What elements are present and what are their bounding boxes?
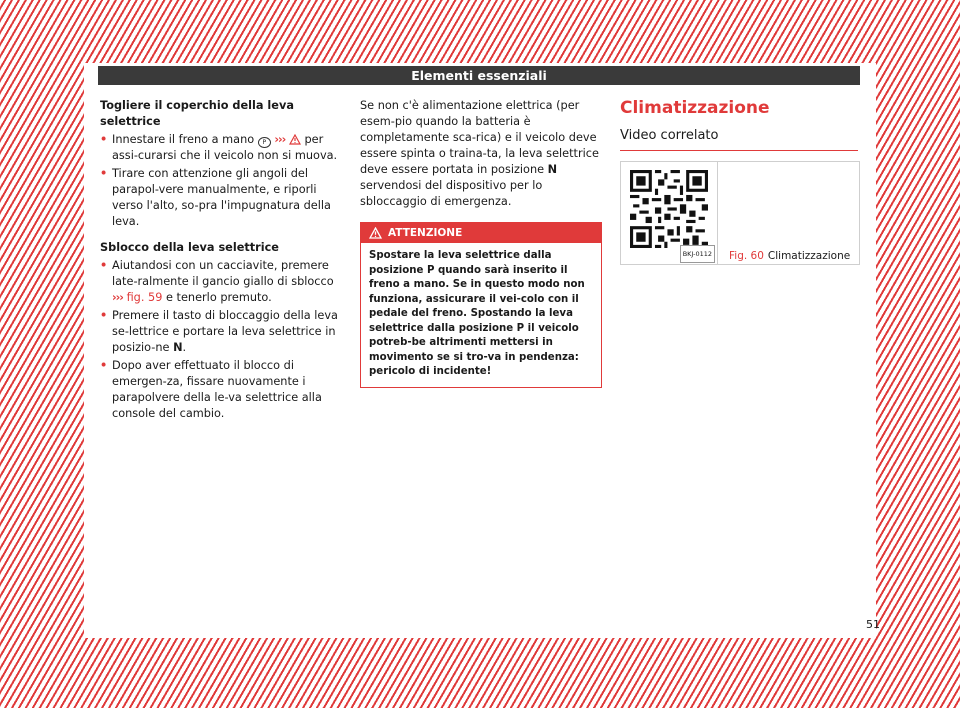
figure-caption-text: Climatizzazione	[767, 250, 851, 262]
qr-frame[interactable]	[621, 162, 718, 264]
warning-header	[361, 223, 601, 243]
warning-box	[360, 222, 602, 388]
figure-number: Fig. 60	[729, 250, 764, 262]
figure-caption	[729, 248, 850, 264]
emergency-release-paragraph: Se non c'è alimentazione elettrica (per esem-pio quando la batteria è completamente sca-rica) e il veicolo deve essere spinta o traina-ta, la leva selettrice deve essere portata in posizione N servendosi del dispositivo per lo sbloccaggio di emergenza.	[360, 99, 599, 208]
bullet-icon: •	[100, 167, 108, 180]
list-item: • Innestare il freno a mano P ››› per assi-curarsi che il veicolo non si muova.	[100, 133, 338, 162]
cross-ref-arrows: ›››	[274, 133, 286, 146]
warning-label: ATTENZIONE	[388, 227, 463, 239]
column-left	[100, 98, 345, 424]
figure-box	[620, 161, 860, 265]
video-heading: Video correlato	[620, 128, 858, 151]
bullet-icon: •	[100, 359, 108, 372]
page-header	[98, 66, 860, 85]
cross-ref-arrows: ›››	[112, 291, 123, 304]
figure-code: BKJ-0112	[680, 245, 715, 263]
qr-code-icon[interactable]	[630, 170, 708, 248]
heading-unlock-lever: Sblocco della leva selettrice	[100, 241, 279, 254]
warning-text: Spostare la leva selettrice dalla posizione P quando sarà inserito il freno a mano. Se in questo modo non funziona, assicurare il vei-colo con il pedale del freno. Spostando la leva selettrice dalla posizione P il veicolo potreb-be altrimenti mettersi in movimento se si tro-va in pendenza: pericolo di incidente!	[369, 250, 585, 377]
section-title: Climatizzazione	[620, 98, 770, 118]
handbrake-icon: P	[258, 137, 271, 148]
page-number: 51	[866, 618, 880, 631]
list-item: • Dopo aver effettuato il blocco di emergen-za, fissare nuovamente i parapolvere della le-va selettrice alla console del cambio.	[100, 359, 322, 420]
column-middle	[360, 98, 602, 388]
list-item: • Premere il tasto di bloccaggio della leva se-lettrice e portare la leva selettrice in posizio-ne N.	[100, 309, 338, 354]
list-item: • Aiutandosi con un cacciavite, premere late-ralmente il gancio giallo di sblocco ››› fig. 59 e tenerlo premuto.	[100, 259, 334, 304]
bullet-icon: •	[100, 259, 108, 272]
column-right	[620, 98, 860, 265]
warning-triangle-icon	[369, 227, 382, 239]
header-title: Elementi essenziali	[411, 68, 547, 83]
warning-triangle-icon	[289, 133, 301, 146]
list-item: • Tirare con attenzione gli angoli del parapol-vere manualmente, e riporli verso l'alto, so-pra l'impugnatura della leva.	[100, 167, 331, 228]
figure-link[interactable]: fig. 59	[126, 291, 163, 304]
bullet-icon: •	[100, 133, 108, 146]
bullet-icon: •	[100, 309, 108, 322]
heading-remove-cover: Togliere il coperchio della leva selettrice	[100, 99, 294, 128]
